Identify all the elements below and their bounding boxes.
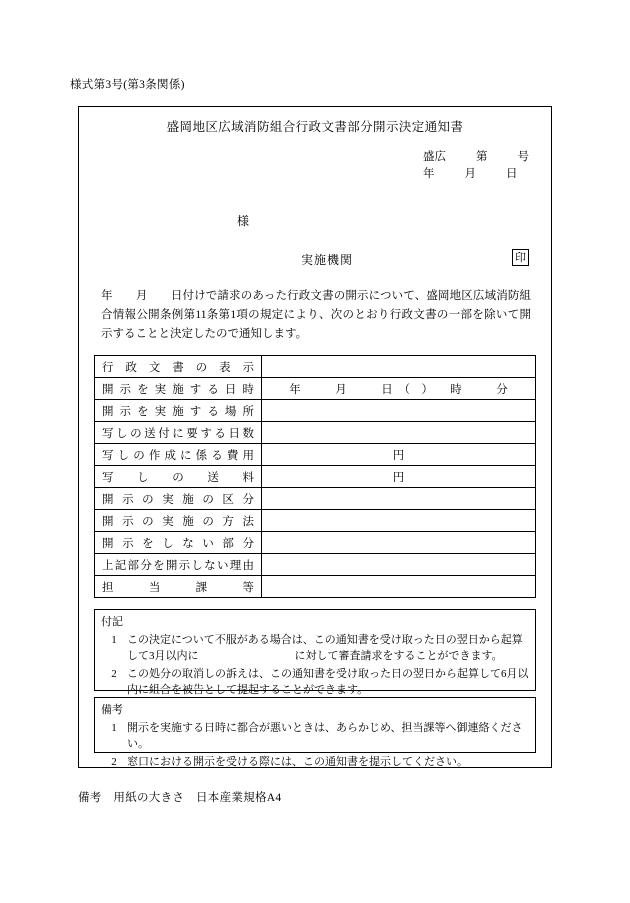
- date-month-label: 月: [464, 168, 476, 180]
- row-label: 担当課等: [95, 576, 262, 598]
- note-item-text: [127, 632, 529, 665]
- document-title: 盛岡地区広域消防組合行政文書部分開示決定通知書: [166, 120, 464, 134]
- row-value: [262, 356, 536, 378]
- row-label: 開示をしない部分: [95, 532, 262, 554]
- form-id-label: 様式第3号(第3条関係): [70, 79, 185, 91]
- remark-section: [94, 697, 536, 768]
- table-row: [95, 356, 536, 378]
- row-value: [262, 488, 536, 510]
- row-label: 写しの送料: [95, 466, 262, 488]
- document-number-suffix: 号: [517, 151, 529, 163]
- table-row: [95, 576, 536, 598]
- table-row: [95, 400, 536, 422]
- row-label: 開示の実施の区分: [95, 488, 262, 510]
- remark-item: [101, 720, 529, 753]
- note-item: [101, 666, 529, 699]
- document-number-line: [423, 149, 529, 166]
- remark-heading: 備考: [101, 704, 123, 716]
- date-year-label: 年: [423, 168, 435, 180]
- document-number-no: 第: [476, 151, 488, 163]
- note-item: [101, 632, 529, 665]
- disclosure-table-body: [95, 356, 536, 598]
- row-value: [262, 576, 536, 598]
- row-value: 年 月 日 （ ） 時 分: [262, 378, 536, 400]
- remark-item-text: 開示を実施する日時に都合が悪いときは、あらかじめ、担当課等へ御連絡ください。: [127, 721, 523, 750]
- disclosure-table: [94, 355, 536, 598]
- note-item-text: この処分の取消しの訴えは、この通知書を受け取った日の翌日から起算して6月以内に組合を被告として提起することができます。: [127, 667, 529, 696]
- table-row: [95, 444, 536, 466]
- row-value: 円: [262, 444, 536, 466]
- note-item-text-b: に対して審査請求をすることができます。: [294, 650, 503, 662]
- row-label: 開示を実施する場所: [95, 400, 262, 422]
- document-number-prefix: 盛広: [423, 151, 446, 163]
- row-value: [262, 422, 536, 444]
- document-date-line: [423, 166, 529, 183]
- table-row: [95, 510, 536, 532]
- row-value: [262, 400, 536, 422]
- note-item-number: 1: [111, 633, 117, 646]
- table-row: [95, 378, 536, 400]
- note-item-text-a: この決定について不服がある場合は、この通知書を受け取った日の翌日から起算して3月以内に: [127, 633, 523, 662]
- row-label: 開示の実施の方法: [95, 510, 262, 532]
- body-paragraph: 年 月 日付けで請求のあった行政文書の開示について、盛岡地区広域消防組合情報公開条例第11条第1項の規定により、次のとおり行政文書の一部を除いて開示することと決定したので通知します。: [101, 290, 531, 340]
- row-label: 行政文書の表示: [95, 356, 262, 378]
- row-label: 写しの作成に係る費用: [95, 444, 262, 466]
- table-row: [95, 532, 536, 554]
- table-row: [95, 554, 536, 576]
- remark-item-text: 窓口における開示を受ける際には、この通知書を提示してください。: [127, 755, 468, 768]
- addressee-label: 様: [237, 214, 250, 228]
- remark-item-number: 1: [111, 721, 117, 734]
- note-item-number: 2: [111, 667, 117, 680]
- note-section: [94, 609, 536, 696]
- form-frame: [78, 106, 552, 768]
- row-label: 上記部分を開示しない理由: [95, 554, 262, 576]
- row-label: 開示を実施する日時: [95, 378, 262, 400]
- document-number-block: [423, 149, 529, 183]
- footer-note: 備考 用紙の大きさ 日本産業規格A4: [78, 792, 282, 804]
- date-day-label: 日: [506, 168, 518, 180]
- table-row: [95, 422, 536, 444]
- row-value: [262, 554, 536, 576]
- seal-icon: 印: [512, 249, 529, 266]
- table-row: [95, 466, 536, 488]
- row-value: [262, 510, 536, 532]
- row-value: [262, 532, 536, 554]
- remark-item: [101, 754, 529, 771]
- row-label: 写しの送付に要する日数: [95, 422, 262, 444]
- note-heading: 付記: [101, 616, 123, 628]
- remark-item-number: 2: [111, 755, 117, 768]
- row-value: 円: [262, 466, 536, 488]
- table-row: [95, 488, 536, 510]
- agency-label: 実施機関: [301, 253, 354, 267]
